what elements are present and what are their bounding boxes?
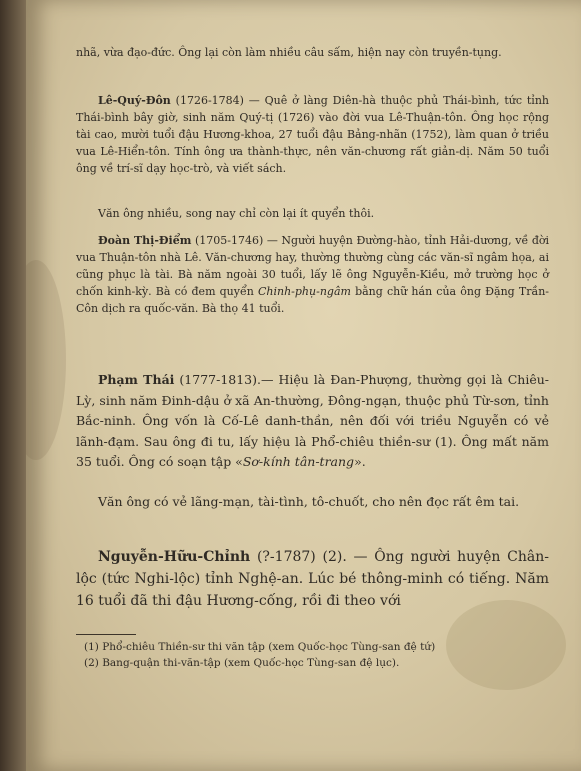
person-dates: (?-1787) (2). (256, 549, 347, 565)
entry-text: bằng chữ hán của ông Đặng Trần-Côn dịch ra quốc-văn. Bà thọ 41 tuổi. (76, 285, 549, 315)
work-title: Chinh-phụ-ngâm (257, 285, 351, 298)
le-quy-don-extra: Văn ông nhiều, song nay chỉ còn lại ít quyển thôi. (98, 207, 375, 220)
person-name: Đoàn Thị-Điểm (98, 234, 192, 247)
person-name: Nguyễn-Hữu-Chỉnh (98, 549, 251, 565)
nguyen-huu-chinh-entry (76, 546, 549, 612)
paper-stain (26, 260, 66, 460)
person-dates: (1705-1746) (194, 234, 264, 247)
footnote-2: (2) Bang-quận thi-văn-tập (xem Quốc-học Tùng-san đệ lục). (84, 657, 400, 669)
entry-text: — Hiệu là Đan-Phượng, thường gọi là Chiêu-Lỳ, sinh năm Đinh-dậu ở xã An-thường, Đông-ngạn, thuộc phủ Từ-sơn, tỉnh Bắc-ninh. Ông vốn là Cố-Lê danh-thần, nên đối với triều Nguyễn có vẻ lãnh-đạm. Sau ông đi tu, lấy hiệu là Phổ-chiêu thiền-sư (1). Ông mất năm 35 tuổi. Ông có soạn tập « (76, 372, 549, 469)
person-name: Lê-Quý-Đôn (98, 94, 171, 107)
doan-thi-diem-entry (76, 232, 549, 317)
person-name: Phạm Thái (98, 372, 175, 387)
pham-thai-entry (76, 370, 549, 473)
entry-text: — Người huyện Đường-hào, tỉnh Hải-dương, về đời vua Thuận-tôn nhà Lê. Văn-chương hay, thường thường cùng các văn-sĩ ngâm họa, ai cũng phục là tài. Bà năm ngoài 30 tuổi, lấy lẽ ông Nguyễn-Kiều, mở trường học ở chốn kinh-kỳ. Bà có đem quyển (76, 234, 550, 298)
entry-text: — Quê ở làng Diên-hà thuộc phủ Thái-bình, tức tỉnh Thái-bình bây giờ, sinh năm Quý-tị (1726) vào đời vua Lê-Thuận-tôn. Ông học rộng tài cao, mười tuổi đậu Hương-khoa, 27 tuổi đậu Bảng-nhãn (1752), làm quan ở triều vua Lê-Hiển-tôn. Tính ông ưa thành-thực, nên văn-chương rất giản-dị. Năm 50 tuổi ông về trí-sĩ dạy học-trò, và viết sách. (76, 94, 549, 175)
entry-text: — Ông người huyện Chân-lộc (tức Nghi-lộc) tỉnh Nghệ-an. Lúc bé thông-minh có tiếng. Năm 16 tuổi đã thi đậu Hương-cống, rồi đi theo với (76, 549, 549, 609)
work-title: Sơ-kính tân-trang (242, 454, 355, 469)
footnote-1: (1) Phổ-chiêu Thiền-sư thi văn tập (xem Quốc-học Tùng-san đệ tứ) (84, 641, 436, 653)
entry-text: ». (354, 454, 366, 469)
pham-thai-extra: Văn ông có vẻ lãng-mạn, tài-tình, tô-chuốt, cho nên đọc rất êm tai. (98, 494, 520, 509)
person-dates: (1726-1784) (175, 94, 244, 107)
person-dates: (1777-1813). (179, 372, 261, 387)
book-page (26, 0, 581, 771)
footnote-divider (76, 634, 136, 635)
le-quy-don-entry (76, 92, 549, 177)
intro-paragraph: nhã, vừa đạo-đức. Ông lại còn làm nhiều câu sấm, hiện nay còn truyền-tụng. (76, 46, 502, 59)
